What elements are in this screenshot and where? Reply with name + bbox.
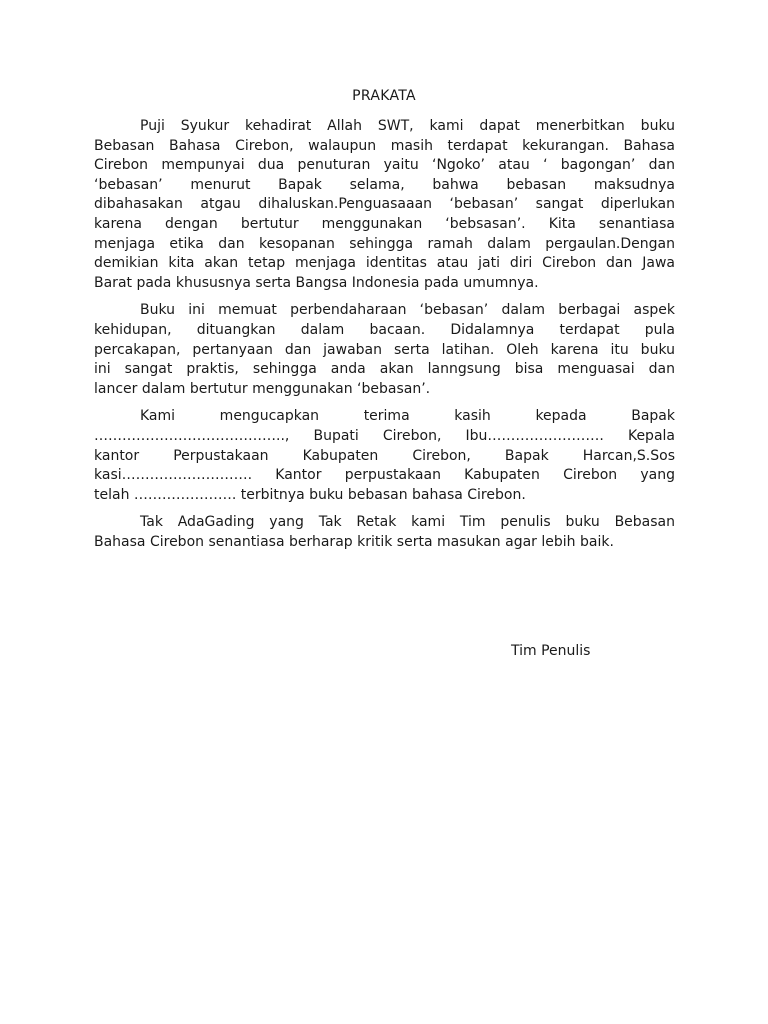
- signature: Tim Penulis: [511, 643, 591, 659]
- paragraph-line: Barat pada khususnya serta Bangsa Indonesia pada umumnya.: [94, 274, 539, 291]
- document-title: PRAKATA: [352, 88, 416, 104]
- paragraph-line: Bahasa Cirebon senantiasa berharap kritik serta masukan agar lebih baik.: [94, 533, 614, 550]
- paragraph-line: Bebasan Bahasa Cirebon, walaupun masih terdapat kekurangan. Bahasa: [94, 137, 675, 154]
- paragraph-line: lancer dalam bertutur menggunakan ‘bebasan’.: [94, 380, 431, 397]
- paragraph-4: [94, 513, 675, 552]
- paragraph-line: kehidupan, dituangkan dalam bacaan. Didalamnya terdapat pula: [94, 321, 675, 338]
- paragraph-line: dibahasakan atgau dihaluskan.Penguasaaan ‘bebasan’ sangat diperlukan: [94, 196, 675, 213]
- paragraph-line: kasi………………………. Kantor perpustakaan Kabupaten Cirebon yang: [94, 467, 675, 484]
- paragraph-3: [94, 407, 675, 505]
- paragraph-line: Cirebon mempunyai dua penuturan yaitu ‘Ngoko’ atau ‘ bagongan’ dan: [94, 157, 675, 174]
- paragraph-line: ini sangat praktis, sehingga anda akan lanngsung bisa menguasai dan: [94, 361, 675, 378]
- paragraph-line: demikian kita akan tetap menjaga identitas atau jati diri Cirebon dan Jawa: [94, 255, 675, 272]
- document-body: [94, 117, 675, 552]
- paragraph-line: Kami mengucapkan terima kasih kepada Bapak: [140, 408, 675, 425]
- paragraph-line: Tak AdaGading yang Tak Retak kami Tim penulis buku Bebasan: [140, 514, 675, 531]
- paragraph-line: menjaga etika dan kesopanan sehingga ramah dalam pergaulan.Dengan: [94, 235, 675, 252]
- paragraph-line: karena dengan bertutur menggunakan ‘bebsasan’. Kita senantiasa: [94, 215, 675, 232]
- paragraph-1: [94, 117, 675, 293]
- paragraph-line: kantor Perpustakaan Kabupaten Cirebon, Bapak Harcan,S.Sos: [94, 447, 675, 464]
- paragraph-line: percakapan, pertanyaan dan jawaban serta latihan. Oleh karena itu buku: [94, 341, 675, 358]
- paragraph-2: [94, 301, 675, 399]
- paragraph-line: telah …………………. terbitnya buku bebasan bahasa Cirebon.: [94, 486, 526, 503]
- paragraph-line: Buku ini memuat perbendaharaan ‘bebasan’ dalam berbagai aspek: [140, 302, 675, 319]
- paragraph-line: Puji Syukur kehadirat Allah SWT, kami dapat menerbitkan buku: [140, 118, 675, 134]
- paragraph-line: ………………………………….., Bupati Cirebon, Ibu……………………. Kepala: [94, 427, 675, 444]
- paragraph-line: ‘bebasan’ menurut Bapak selama, bahwa bebasan maksudnya: [94, 176, 675, 193]
